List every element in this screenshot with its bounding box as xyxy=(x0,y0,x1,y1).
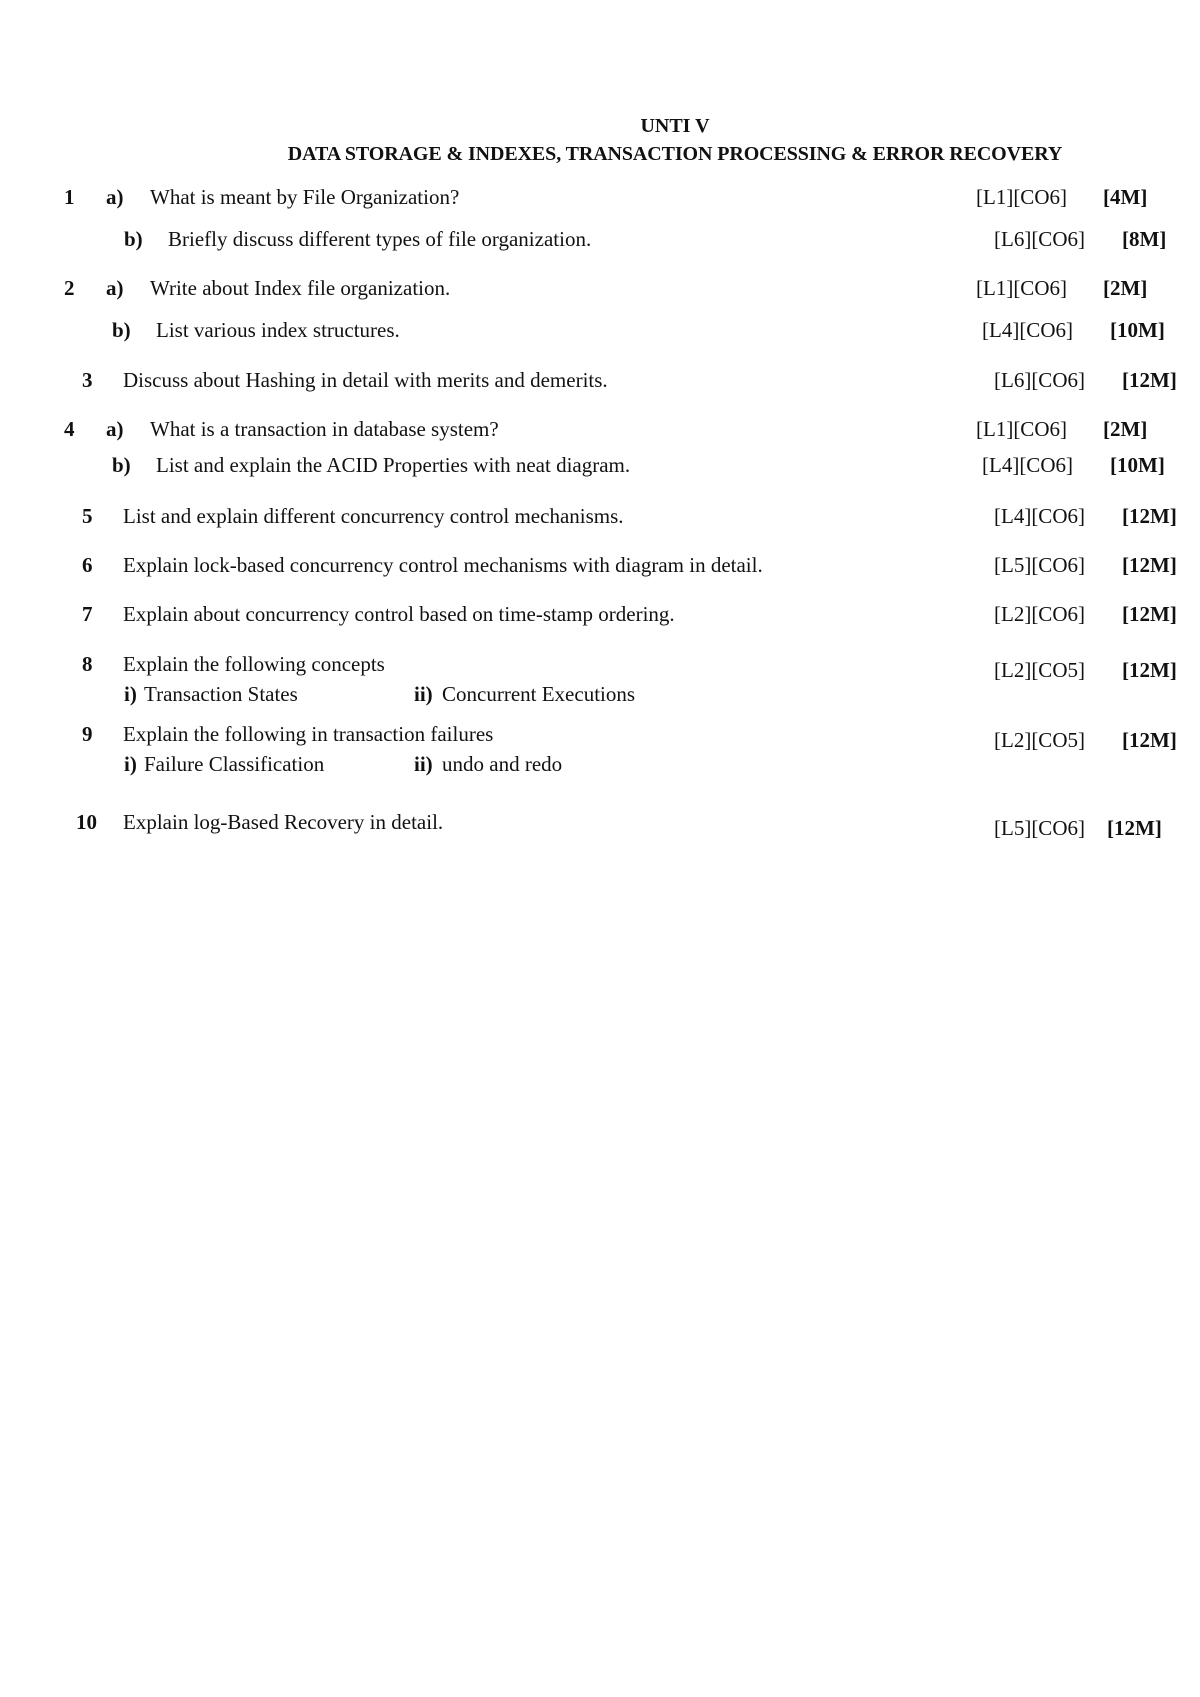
question-4a-marks: [2M] xyxy=(1103,417,1148,441)
question-2b-level: [L4][CO6] xyxy=(982,318,1073,342)
question-2-number: 2 xyxy=(64,276,75,300)
question-5-number: 5 xyxy=(82,504,93,528)
question-5-marks: [12M] xyxy=(1122,504,1177,528)
question-9-sub-1-label: i) xyxy=(124,752,137,776)
question-10-number: 10 xyxy=(76,810,97,834)
question-8-level: [L2][CO5] xyxy=(994,658,1085,682)
question-1b-text: Briefly discuss different types of file organization. xyxy=(168,227,592,251)
question-4a-text: What is a transaction in database system? xyxy=(150,417,499,441)
question-1a-level: [L1][CO6] xyxy=(976,185,1067,209)
unit-subtitle: DATA STORAGE & INDEXES, TRANSACTION PROCESSING & ERROR RECOVERY xyxy=(287,143,1063,165)
question-7-text: Explain about concurrency control based on time-stamp ordering. xyxy=(123,602,675,626)
question-9-sub-2-text: undo and redo xyxy=(442,752,563,776)
question-8-number: 8 xyxy=(82,652,93,676)
question-2b-label: b) xyxy=(112,318,131,342)
question-4a-label: a) xyxy=(106,417,124,441)
question-2b-marks: [10M] xyxy=(1110,318,1165,342)
question-7-number: 7 xyxy=(82,602,93,626)
question-5-level: [L4][CO6] xyxy=(994,504,1085,528)
question-7-marks: [12M] xyxy=(1122,602,1177,626)
question-8-sub-1-text: Transaction States xyxy=(144,682,298,706)
question-4b-label: b) xyxy=(112,453,131,477)
question-4b-marks: [10M] xyxy=(1110,453,1165,477)
question-1-number: 1 xyxy=(64,185,75,209)
question-1a-label: a) xyxy=(106,185,124,209)
question-8-sub-2-label: ii) xyxy=(414,682,433,706)
question-9-level: [L2][CO5] xyxy=(994,728,1085,752)
question-1b-level: [L6][CO6] xyxy=(994,227,1085,251)
question-3-level: [L6][CO6] xyxy=(994,368,1085,392)
unit-title: UNTI V xyxy=(640,115,710,137)
question-1a-text: What is meant by File Organization? xyxy=(150,185,460,209)
question-2b-text: List various index structures. xyxy=(156,318,400,342)
question-6-number: 6 xyxy=(82,553,93,577)
question-9-text: Explain the following in transaction failures xyxy=(123,722,494,746)
question-10-level: [L5][CO6] xyxy=(994,816,1085,840)
question-3-text: Discuss about Hashing in detail with merits and demerits. xyxy=(123,368,608,392)
question-9-number: 9 xyxy=(82,722,93,746)
question-6-marks: [12M] xyxy=(1122,553,1177,577)
question-1b-label: b) xyxy=(124,227,143,251)
question-8-marks: [12M] xyxy=(1122,658,1177,682)
question-6-text: Explain lock-based concurrency control mechanisms with diagram in detail. xyxy=(123,553,763,577)
question-3-marks: [12M] xyxy=(1122,368,1177,392)
question-4b-text: List and explain the ACID Properties with neat diagram. xyxy=(156,453,631,477)
question-2a-text: Write about Index file organization. xyxy=(150,276,451,300)
question-2a-marks: [2M] xyxy=(1103,276,1148,300)
question-5-text: List and explain different concurrency control mechanisms. xyxy=(123,504,624,528)
question-1a-marks: [4M] xyxy=(1103,185,1148,209)
question-8-sub-1-label: i) xyxy=(124,682,137,706)
question-8-text: Explain the following concepts xyxy=(123,652,385,676)
question-9-sub-2-label: ii) xyxy=(414,752,433,776)
question-1b-marks: [8M] xyxy=(1122,227,1167,251)
question-4-number: 4 xyxy=(64,417,75,441)
question-4a-level: [L1][CO6] xyxy=(976,417,1067,441)
question-10-text: Explain log-Based Recovery in detail. xyxy=(123,810,444,834)
question-9-marks: [12M] xyxy=(1122,728,1177,752)
question-6-level: [L5][CO6] xyxy=(994,553,1085,577)
question-8-sub-2-text: Concurrent Executions xyxy=(442,682,636,706)
question-4b-level: [L4][CO6] xyxy=(982,453,1073,477)
question-3-number: 3 xyxy=(82,368,93,392)
question-7-level: [L2][CO6] xyxy=(994,602,1085,626)
question-9-sub-1-text: Failure Classification xyxy=(144,752,325,776)
question-2a-level: [L1][CO6] xyxy=(976,276,1067,300)
question-2a-label: a) xyxy=(106,276,124,300)
question-10-marks: [12M] xyxy=(1107,816,1162,840)
